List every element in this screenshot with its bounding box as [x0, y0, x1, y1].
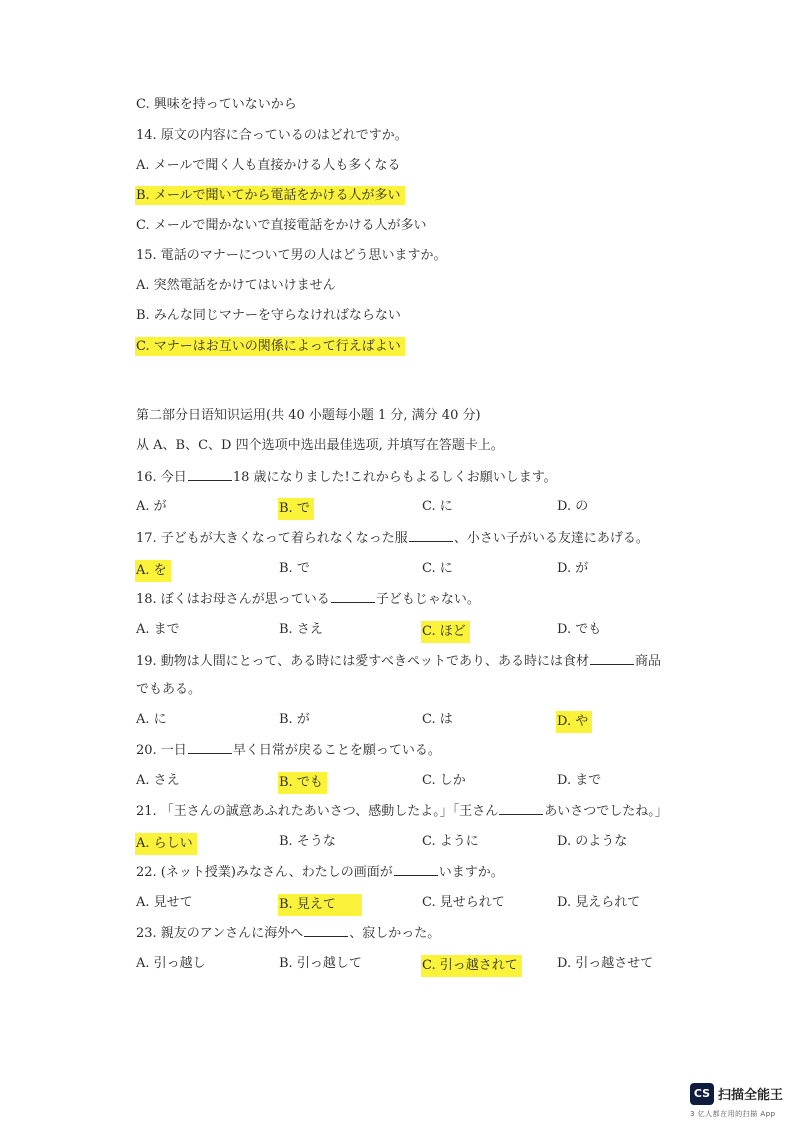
q14-option-c: C. メールで聞かないで直接電話をかける人が多い	[136, 218, 427, 233]
answer-blank	[499, 802, 543, 815]
answer-blank	[188, 741, 232, 754]
question-text: 早く日常が戻ることを願っている。	[232, 743, 441, 758]
option-c-highlighted: C. ほど	[421, 621, 470, 643]
option-d: D. のような	[557, 834, 628, 849]
camscanner-logo-icon: CS	[690, 1083, 714, 1105]
option-c: C. は	[422, 712, 453, 727]
question-text: いますか。	[438, 865, 504, 880]
q21-options	[136, 833, 696, 853]
question-text: 18 歳になりました!これからもよるしくお願いします。	[232, 470, 557, 485]
section-heading: 第二部分日语知识运用(共 40 小题每小题 1 分, 满分 40 分)	[136, 408, 481, 423]
question-17	[136, 529, 649, 548]
option-a: A. まで	[136, 622, 180, 637]
question-text: あいさつでしたね。」	[544, 804, 668, 819]
option-b-highlighted: B. 見えて	[278, 894, 362, 916]
answer-blank	[409, 529, 453, 542]
option-d-highlighted: D. や	[556, 711, 592, 733]
question-text: 16. 今日	[136, 470, 187, 485]
question-text: 21. 「王さんの誠意あふれたあいさつ、感動したよ。」「王さん	[136, 804, 499, 819]
q14-option-a: A. メールで聞く人も直接かける人も多くなる	[136, 158, 401, 173]
option-a: A. に	[136, 712, 167, 727]
option-a-highlighted: A. を	[135, 560, 171, 582]
question-text: 、小さい子がいる友達にあげる。	[453, 531, 649, 546]
watermark-tagline: 3 亿人都在用的扫描 App	[690, 1110, 776, 1118]
answer-blank	[394, 863, 438, 876]
question-text: 20. 一日	[136, 743, 187, 758]
option-c: C. ように	[422, 834, 479, 849]
question-18	[136, 590, 480, 609]
scanner-watermark	[690, 1082, 790, 1122]
q20-options	[136, 772, 696, 792]
question-text: 商品	[635, 654, 662, 669]
question-text: 19. 動物は人間にとって、ある時には愛すべきペットであり、ある時には食材	[136, 654, 590, 669]
option-d: D. 引っ越させて	[557, 956, 654, 971]
question-19	[136, 652, 661, 671]
option-d: D. 見えられて	[557, 895, 641, 910]
answer-blank	[188, 468, 232, 481]
option-a-highlighted: A. らしい	[135, 833, 197, 855]
q17-options	[136, 560, 696, 580]
option-d: D. でも	[557, 622, 602, 637]
question-22	[136, 863, 504, 882]
option-c: C. に	[422, 561, 453, 576]
answer-highlight: C. マナーはお互いの関係によって行えばよい	[135, 337, 405, 356]
question-23	[136, 924, 440, 943]
question-text: 17. 子どもが大きくなって着られなくなった服	[136, 531, 408, 546]
option-d: D. の	[557, 499, 589, 514]
q14-option-b	[136, 187, 405, 205]
option-b: B. が	[279, 712, 310, 727]
q16-options	[136, 498, 696, 518]
option-c: C. 興味を持っていないから	[136, 97, 297, 112]
option-a: A. 見せて	[136, 895, 193, 910]
question-19-continuation: でもある。	[136, 682, 202, 697]
section-instruction: 从 A、B、C、D 四个选项中选出最佳选项, 并填写在答题卡上。	[136, 438, 504, 453]
watermark-app-name: 扫描全能王	[718, 1088, 784, 1103]
option-b: B. 引っ越して	[279, 956, 362, 971]
answer-blank	[304, 924, 348, 937]
question-20	[136, 741, 441, 760]
answer-blank	[590, 652, 634, 665]
option-b-highlighted: B. でも	[278, 772, 327, 794]
option-b: B. さえ	[279, 622, 323, 637]
option-a: A. が	[136, 499, 167, 514]
option-d: D. が	[557, 561, 589, 576]
question-14: 14. 原文の内容に合っているのはどれですか。	[136, 128, 408, 143]
option-c: C. しか	[422, 773, 466, 788]
question-text: 18. ぼくはお母さんが思っている	[136, 592, 330, 607]
question-text: 22. (ネット授業)みなさん、わたしの画面が	[136, 865, 393, 880]
question-15: 15. 電話のマナーについて男の人はどう思いますか。	[136, 248, 447, 263]
question-text: 子どもじゃない。	[375, 592, 480, 607]
question-21	[136, 802, 668, 821]
q18-options	[136, 621, 696, 641]
q22-options	[136, 894, 696, 914]
option-d: D. まで	[557, 773, 602, 788]
question-16	[136, 468, 557, 487]
option-b: B. そうな	[279, 834, 336, 849]
option-a: A. さえ	[136, 773, 180, 788]
q19-options	[136, 711, 696, 731]
q15-option-c	[136, 338, 405, 356]
option-c: C. 見せられて	[422, 895, 505, 910]
question-text: 23. 親友のアンさんに海外へ	[136, 926, 304, 941]
answer-blank	[331, 590, 375, 603]
question-text: 、寂しかった。	[349, 926, 441, 941]
q15-option-a: A. 突然電話をかけてはいけません	[136, 278, 336, 293]
option-a: A. 引っ越し	[136, 956, 206, 971]
q15-option-b: B. みんな同じマナーを守らなければならない	[136, 308, 401, 323]
option-b: B. で	[279, 561, 310, 576]
q23-options	[136, 955, 696, 975]
option-c: C. に	[422, 499, 453, 514]
answer-highlight: B. メールで聞いてから電話をかける人が多い	[135, 186, 405, 205]
option-b-highlighted: B. で	[278, 498, 314, 520]
option-c-highlighted: C. 引っ越されて	[421, 955, 522, 977]
